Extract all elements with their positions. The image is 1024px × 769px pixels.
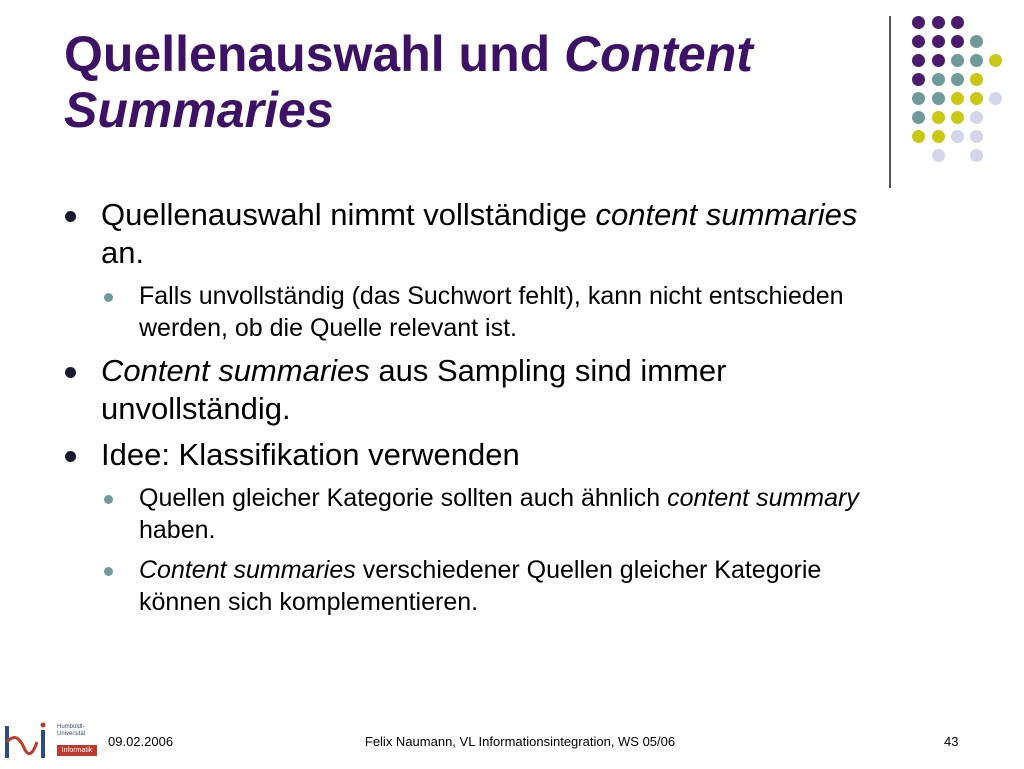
decorative-dot — [970, 111, 983, 124]
decorative-dot — [989, 54, 1002, 67]
bullet-dot-icon — [65, 451, 76, 462]
decorative-dot — [932, 130, 945, 143]
logo-line1: Humboldt- — [57, 724, 85, 730]
bullet-dot-icon — [65, 367, 76, 378]
decorative-dot — [951, 16, 964, 29]
bullet-1-text: Quellenauswahl nimmt vollständige — [101, 197, 596, 232]
bullet-1 — [64, 196, 864, 272]
bullet-3 — [64, 436, 864, 474]
decorative-dot — [989, 92, 1002, 105]
decorative-dot — [932, 92, 945, 105]
decorative-dot — [970, 35, 983, 48]
decorative-dot — [932, 35, 945, 48]
sub-bullet-dot-icon — [104, 495, 113, 504]
decorative-dot — [970, 130, 983, 143]
logo-text — [57, 724, 85, 738]
bullet-1-1 — [64, 280, 864, 344]
bullet-2 — [64, 352, 864, 428]
bullet-2-text: aus Sampling sind immer unvollständig. — [101, 353, 727, 426]
vertical-divider — [889, 16, 891, 188]
decorative-dot — [912, 73, 925, 86]
decorative-dot — [970, 54, 983, 67]
bullet-1-1-text: Falls unvollständig (das Suchwort fehlt), kann nicht entschieden werden, ob die Quelle relevant ist. — [139, 282, 844, 342]
bullet-3-1-text-end: haben. — [139, 516, 216, 544]
bullet-2-italic: Content summaries — [101, 353, 370, 388]
decorative-dot — [970, 149, 983, 162]
bullet-3-2-text: verschiedener Quellen gleicher Kategorie können sich komplementieren. — [139, 556, 822, 616]
decorative-dot — [912, 16, 925, 29]
decorative-dot — [912, 35, 925, 48]
decorative-dot — [932, 111, 945, 124]
decorative-dot — [912, 92, 925, 105]
title-part1: Quellenauswahl und — [64, 26, 565, 82]
decorative-dot — [912, 54, 925, 67]
bullet-dot-icon — [65, 211, 76, 222]
logo-box: Informatik — [57, 745, 97, 756]
decorative-dot — [932, 149, 945, 162]
decorative-dot — [951, 35, 964, 48]
page-number: 43 — [944, 734, 959, 749]
decorative-dot — [912, 111, 925, 124]
decorative-dot — [951, 130, 964, 143]
logo-line2: Universität — [57, 731, 86, 737]
bullet-1-italic: content summaries — [595, 197, 858, 232]
bullet-3-1-italic: content summary — [667, 484, 859, 512]
decorative-dot — [932, 73, 945, 86]
sub-bullet-dot-icon — [104, 293, 113, 302]
bullet-3-1 — [64, 482, 864, 546]
decorative-dot — [970, 92, 983, 105]
decorative-dot — [932, 16, 945, 29]
decorative-dot — [951, 54, 964, 67]
decorative-dot — [912, 130, 925, 143]
sub-bullet-dot-icon — [104, 567, 113, 576]
bullet-3-2 — [64, 554, 864, 618]
university-logo — [3, 720, 99, 766]
decorative-dot — [951, 73, 964, 86]
bullet-1-text-end: an. — [101, 235, 145, 270]
slide-title — [64, 26, 864, 138]
decorative-dot — [970, 73, 983, 86]
slide-content — [64, 196, 864, 626]
decorative-dot — [951, 111, 964, 124]
bullet-3-2-italic: Content summaries — [139, 556, 356, 584]
footer-center-text: Felix Naumann, VL Informationsintegration, WS 05/06 — [364, 734, 676, 749]
title-part2: Content Summaries — [64, 26, 753, 138]
bullet-3-1-text: Quellen gleicher Kategorie sollten auch ähnlich — [139, 484, 668, 512]
hu-logo-icon — [3, 720, 55, 764]
decorative-dot — [932, 54, 945, 67]
bullet-3-text: Idee: Klassifikation verwenden — [101, 437, 520, 472]
slide-footer — [0, 720, 1024, 768]
footer-date: 09.02.2006 — [108, 734, 174, 749]
decorative-dot — [951, 92, 964, 105]
